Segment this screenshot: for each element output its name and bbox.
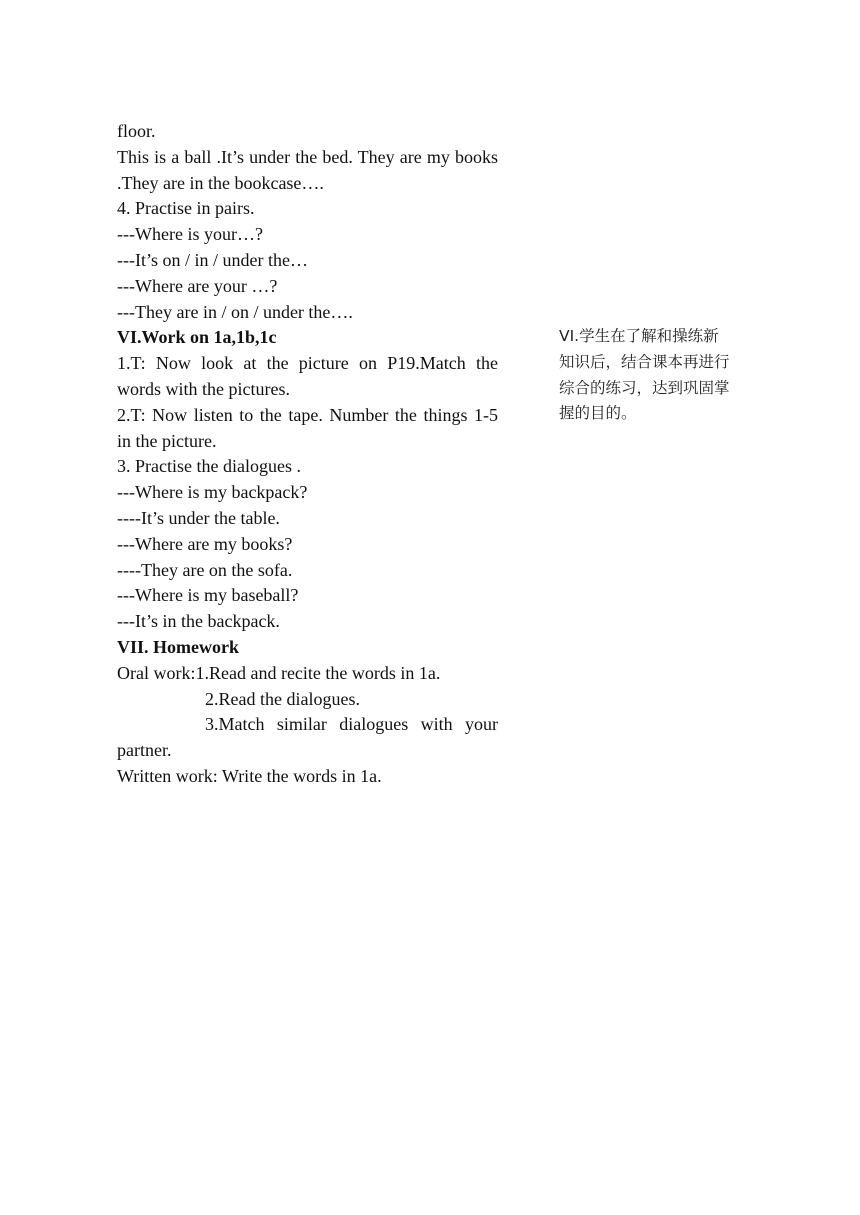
dialogue-line: ----They are on the sofa. [117, 559, 293, 580]
section-heading-vii: VII. Homework [117, 636, 239, 657]
homework-paragraph [117, 712, 498, 764]
teaching-note-line: 握的目的。 [559, 404, 637, 423]
teaching-note-line: 综合的练习，达到巩固掌 [559, 378, 730, 397]
homework-line: Written work: Write the words in 1a. [117, 765, 382, 786]
homework-line: 2.Read the dialogues. [205, 688, 360, 709]
text-paragraph: 1.T: Now look at the picture on P19.Match the words with the pictures. [117, 353, 498, 399]
dialogue-line: ---Where is my backpack? [117, 482, 308, 503]
section-heading-vi: VI.Work on 1a,1b,1c [117, 327, 277, 348]
teaching-note-line: VI.学生在了解和操练新 [559, 327, 719, 345]
dialogue-line: ---Where is my baseball? [117, 585, 299, 606]
text-line: 3. Practise the dialogues . [117, 456, 301, 477]
teaching-note-line: 知识后，结合课本再进行 [559, 352, 730, 371]
dialogue-line: ---It’s in the backpack. [117, 611, 280, 632]
dialogue-line: ---Where are my books? [117, 533, 293, 554]
text-line: floor. [117, 121, 156, 141]
homework-text: 3.Match similar dialogues with your partner. [117, 714, 498, 761]
dialogue-line: ----It’s under the table. [117, 507, 280, 528]
homework-line: Oral work:1.Read and recite the words in 1a. [117, 662, 441, 683]
dialogue-line: ---Where are your …? [117, 275, 278, 296]
lesson-plan-main-column [117, 119, 498, 790]
dialogue-line: ---It’s on / in / under the… [117, 249, 308, 270]
dialogue-line: ---Where is your…? [117, 224, 263, 245]
dialogue-line: ---They are in / on / under the…. [117, 301, 353, 322]
teaching-note-column [559, 324, 749, 427]
text-paragraph: This is a ball .It’s under the bed. They are my books .They are in the bookcase…. [117, 146, 498, 193]
text-line: 4. Practise in pairs. [117, 198, 255, 219]
text-paragraph: 2.T: Now listen to the tape. Number the things 1-5 in the picture. [117, 404, 498, 451]
